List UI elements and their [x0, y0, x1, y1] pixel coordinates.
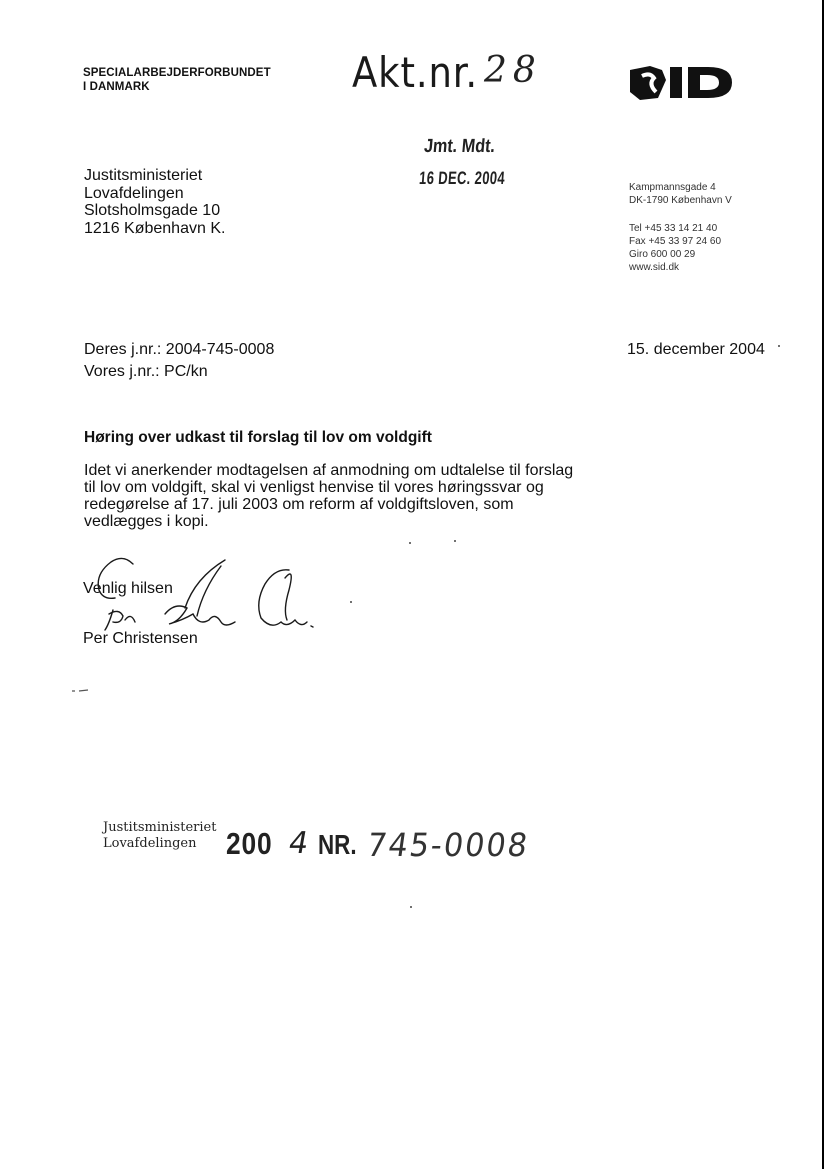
- scan-mark: [70, 686, 92, 697]
- scan-mark-dashes: [70, 688, 92, 694]
- ministry-stamp-line1: Justitsministeriet: [103, 820, 217, 835]
- sender-phone: Tel +45 33 14 21 40: [629, 223, 718, 234]
- ministry-stamp-line2: Lovafdelingen: [103, 836, 197, 851]
- sender-contact: [629, 222, 721, 274]
- ministry-stamp: [103, 820, 216, 852]
- letter-subject: Høring over udkast til forslag til lov om voldgift: [84, 429, 432, 446]
- org-name-line1: SPECIALARBEJDERFORBUNDET: [83, 67, 271, 79]
- body-line: til lov om voldgift, skal vi venligst henvise til vores høringssvar og: [84, 479, 544, 496]
- recipient-line: Justitsministeriet: [84, 167, 203, 184]
- akt-number-handwritten: 28: [484, 50, 542, 91]
- letter-date: 15. december 2004: [627, 341, 765, 358]
- handwritten-signature: [75, 550, 315, 640]
- speck: [454, 540, 456, 542]
- recipient-line: 1216 København K.: [84, 219, 226, 237]
- sid-logo-mark: [628, 62, 736, 102]
- sender-address-line: Kampmannsgade 4: [629, 182, 716, 193]
- sender-fax: Fax +45 33 97 24 60: [629, 236, 722, 247]
- body-line: Idet vi anerkender modtagelsen af anmodning om udtalelse til forslag: [84, 462, 574, 479]
- recipient-address: [84, 167, 225, 237]
- org-name-line2: I DANMARK: [83, 81, 150, 93]
- sender-website: www.sid.dk: [629, 262, 680, 273]
- sender-address-line: DK-1790 København V: [629, 195, 732, 206]
- stamp-case-number: 745-0008: [364, 826, 532, 864]
- signature-scribble: [75, 550, 315, 635]
- body-line: vedlægges i kopi.: [84, 513, 209, 530]
- stamp-nr-label: NR.: [318, 829, 357, 860]
- recipient-line: Lovafdelingen: [84, 184, 184, 202]
- reference-numbers: [84, 339, 274, 383]
- deres-reference: Deres j.nr.: 2004-745-0008: [84, 341, 275, 358]
- sender-address: [629, 181, 732, 207]
- speck: [778, 345, 780, 347]
- letter-body: [84, 462, 614, 530]
- org-name: [83, 66, 271, 94]
- akt-label: Akt.nr.: [352, 48, 479, 97]
- stamp-year-handwritten: 4: [285, 826, 312, 861]
- body-line: redegørelse af 17. juli 2003 om reform af voldgiftsloven, som: [84, 496, 514, 513]
- received-stamp-date: 16 DEC. 2004: [418, 168, 506, 188]
- speck: [350, 601, 352, 603]
- sender-giro: Giro 600 00 29: [629, 249, 696, 260]
- stamp-year-printed: 200: [226, 826, 273, 861]
- sid-logo: [628, 62, 736, 107]
- speck: [410, 906, 412, 908]
- closing-greeting: Venlig hilsen: [83, 580, 173, 597]
- received-stamp-line1: Jmt. Mdt.: [423, 136, 496, 157]
- speck: [409, 542, 411, 544]
- signer-name: Per Christensen: [83, 630, 198, 647]
- recipient-line: Slotsholmsgade 10: [84, 202, 221, 219]
- vores-reference: Vores j.nr.: PC/kn: [84, 363, 208, 380]
